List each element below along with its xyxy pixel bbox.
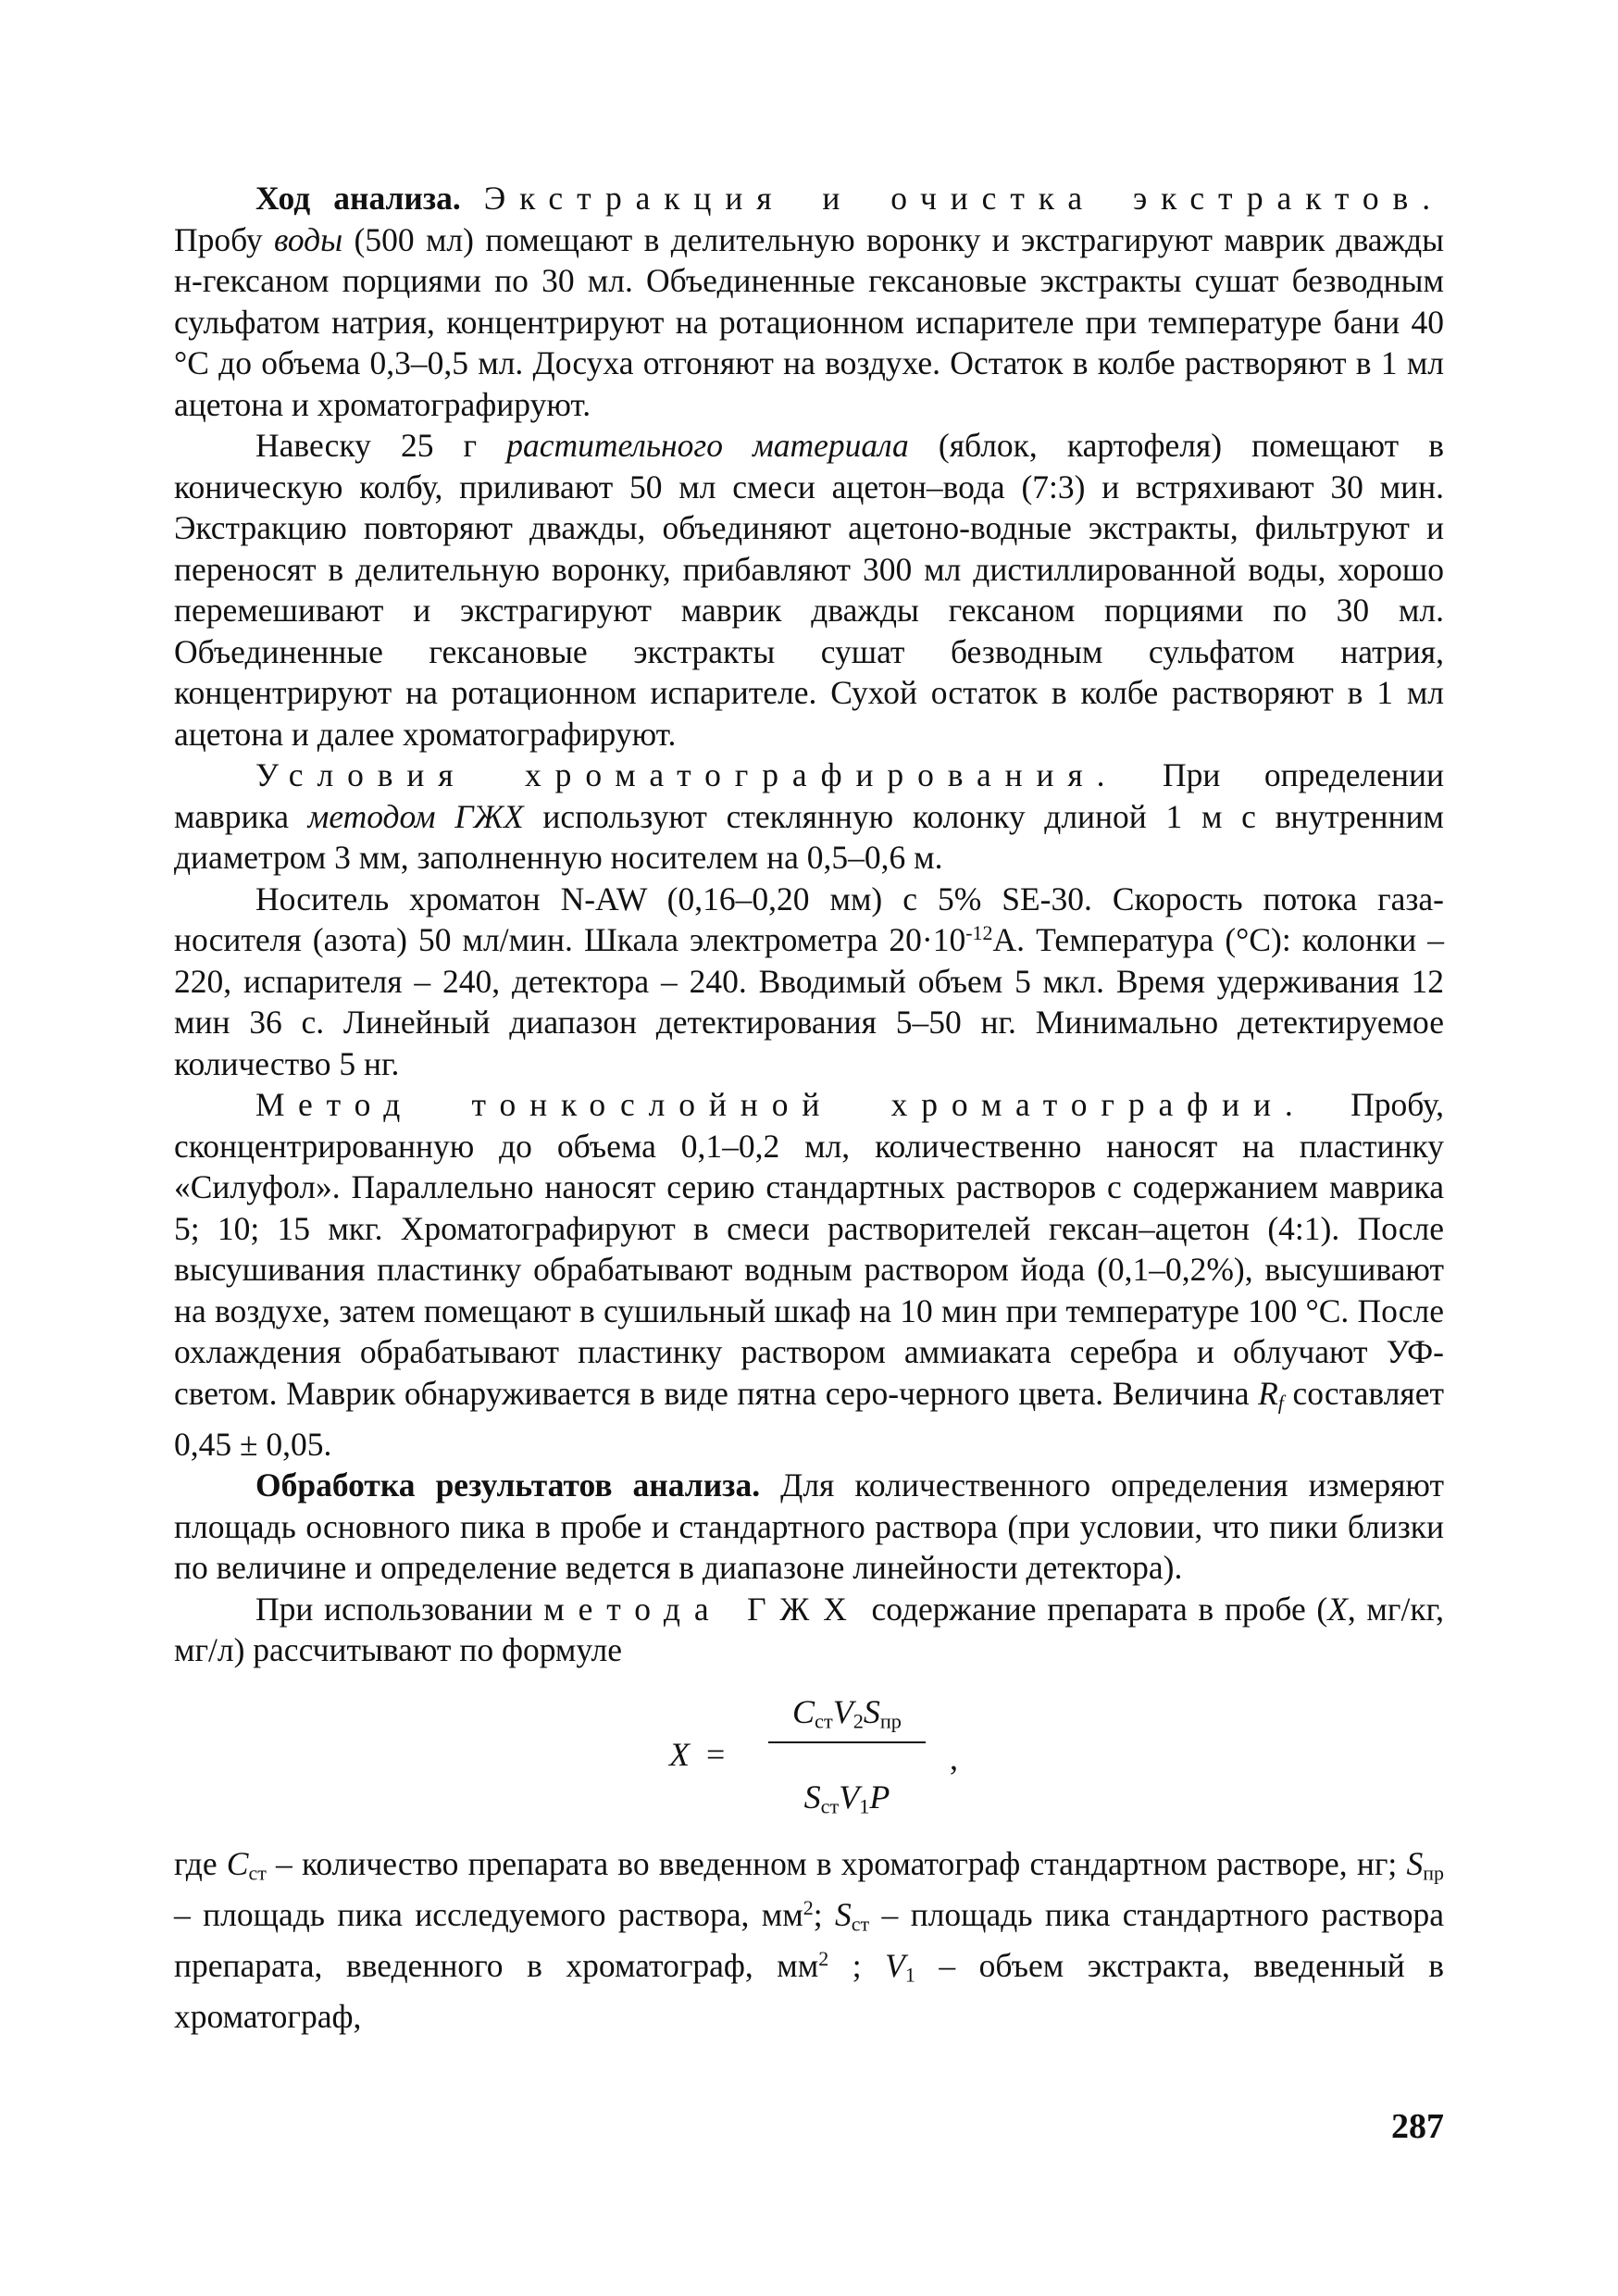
formula-comma: , [950,1739,958,1777]
subscript: ст [815,1709,833,1733]
paragraph-formula-intro [174,1589,1444,1671]
text-run: При использовании [255,1590,544,1628]
text-run: (яблок, картофеля) помещают в коническую колбу, приливают 50 мл смеси ацетон–вода (7:3) и встряхивают 30 мин. Экстракцию повторяют дважды, объединяют ацетоно-водные экстракты, фильтруют и переносят в делительную воронку, прибавляют 300 мл дистиллированной воды, хорошо перемешивают и экстрагируют маврик дважды гексаном порциями по 30 мл. Объединенные гексановые экстракты сушат безводным сульфатом натрия, концентрируют на ротационном испарителе. Сухой остаток в колбе растворяют в 1 мл ацетона и далее хроматографируют. [174,427,1444,753]
text-run: – количество препарата во введенном в хроматограф стандартном растворе, нг; [266,1844,1407,1882]
symbol: C [226,1844,249,1882]
symbol: S [1406,1844,1424,1882]
superscript: -12 [965,920,993,944]
symbol: S [863,1692,880,1730]
subscript: 1 [859,1794,870,1818]
text-run: , мг/кг, мг/л) рассчитывают по формуле [174,1590,1444,1668]
text-run: ; [813,1895,835,1933]
text-run: Носитель хроматон N-AW (0,16–0,20 мм) с 5% SE-30. Скорость потока газа-носителя (азота) 50 мл/мин. Шкала электрометра 20·10 [174,880,1444,958]
paragraph-variables [174,1843,1444,2038]
text-run: (500 мл) помещают в делительную воронку и экстрагируют маврик дважды н-гексаном порциями по 30 мл. Объединенные гексановые экстракты сушат безводным сульфатом натрия, концентрируют на ротационном испарителе при температуре бани 40 °С до объема 0,3–0,5 мл. Досуха отгоняют на воздухе. Остаток в колбе растворяют в 1 мл ацетона и хроматографируют. [174,220,1444,423]
text-run: используют стеклянную колонку длиной 1 м с внутренним диаметром 3 мм, заполненную носителем на 0,5–0,6 м. [174,797,1444,876]
text-run: ; [828,1946,886,1984]
subsection-title: Метод тонкослойной хроматографии. [255,1086,1307,1123]
subsection-title: Экстракция и очистка экстрактов. [483,180,1444,217]
text-run: – площадь пика исследуемого раствора, мм [174,1895,803,1933]
subscript: пр [879,1709,902,1733]
formula-numerator [768,1691,926,1742]
paragraph-analysis-procedure [174,178,1444,425]
body-text [174,178,1444,2037]
paragraph-plant-material [174,425,1444,755]
symbol: C [792,1692,815,1730]
symbol: X [1327,1590,1348,1628]
text-run: где [174,1844,227,1882]
symbol: R [1258,1374,1278,1412]
symbol: S [834,1895,852,1933]
superscript: 2 [803,1895,814,1919]
symbol: V [885,1946,905,1984]
text-run: Навеску 25 г [255,427,507,464]
text-run: содержание препарата в пробе ( [860,1590,1328,1628]
subscript: f [1277,1391,1284,1414]
paragraph-results-processing [174,1465,1444,1589]
text-run: Пробу [174,220,274,258]
emphasis: растительного материала [506,427,909,464]
text-run: Для количественного определения измеряют площадь основного пика в пробе и стандартного раствора (при условии, что пики близки по величине и определение ведется в диапазоне линейности детектора). [174,1466,1444,1586]
section-heading: Ход анализа. [255,180,461,217]
section-heading: Обработка результатов анализа. [255,1466,761,1504]
formula-denominator [768,1777,926,1828]
subscript: 1 [904,1963,915,1986]
subscript: 2 [853,1709,864,1733]
formula-lhs: X [669,1735,690,1773]
paragraph-tlc-method [174,1084,1444,1465]
text-run: А. Температура (°С): колонки – 220, испарителя – 240, детектора – 240. Вводимый объем 5 мкл. Время удерживания 12 мин 36 с. Линейный диапазон детектирования 5–50 нг. Минимально детектируемое количество 5 нг. [174,921,1444,1082]
spaced-term: метода ГЖХ [543,1590,861,1628]
subscript: ст [820,1794,840,1818]
subscript: ст [851,1912,870,1935]
emphasis: методом ГЖХ [307,797,524,835]
superscript: 2 [818,1946,829,1970]
subsection-title: Условия хроматографирования. [255,756,1119,793]
symbol: S [803,1778,821,1816]
subscript: ст [248,1861,267,1884]
paragraph-chromatography-conditions [174,755,1444,879]
text-run: При определении маврика [174,756,1444,835]
formula-equals: = [706,1735,726,1773]
subscript: пр [1423,1861,1444,1884]
text-run: – объем экстракта, введенный в хроматограф, [174,1946,1444,2035]
text-run: Пробу, сконцентрированную до объема 0,1–0,2 мл, количественно наносят на пластинку «Силуфол». Параллельно наносят серию стандартных растворов с содержанием маврика 5; 10; 15 мкг. Хроматографируют в смеси растворителей гексан–ацетон (4:1). После высушивания пластинку обрабатывают водным раствором йода (0,1–0,2%), высушивают на воздухе, затем помещают в сушильный шкаф на 10 мин при температуре 100 °С. После охлаждения обрабатывают пластинку раствором аммиаката серебра и облучают УФ-светом. Маврик обнаруживается в виде пятна серо-черного цвета. Величина [174,1086,1445,1412]
text-run: – площадь пика стандартного раствора препарата, введенного в хроматограф, мм [174,1895,1444,1984]
symbol: P [869,1778,890,1816]
symbol: V [839,1778,860,1816]
paragraph-carrier [174,879,1444,1085]
formula [174,1691,1444,1828]
symbol: V [832,1692,853,1730]
fraction-bar [768,1741,926,1743]
page-number: 287 [1391,2107,1444,2146]
text-run: составляет 0,45 ± 0,05. [174,1374,1445,1463]
emphasis: воды [273,220,343,258]
